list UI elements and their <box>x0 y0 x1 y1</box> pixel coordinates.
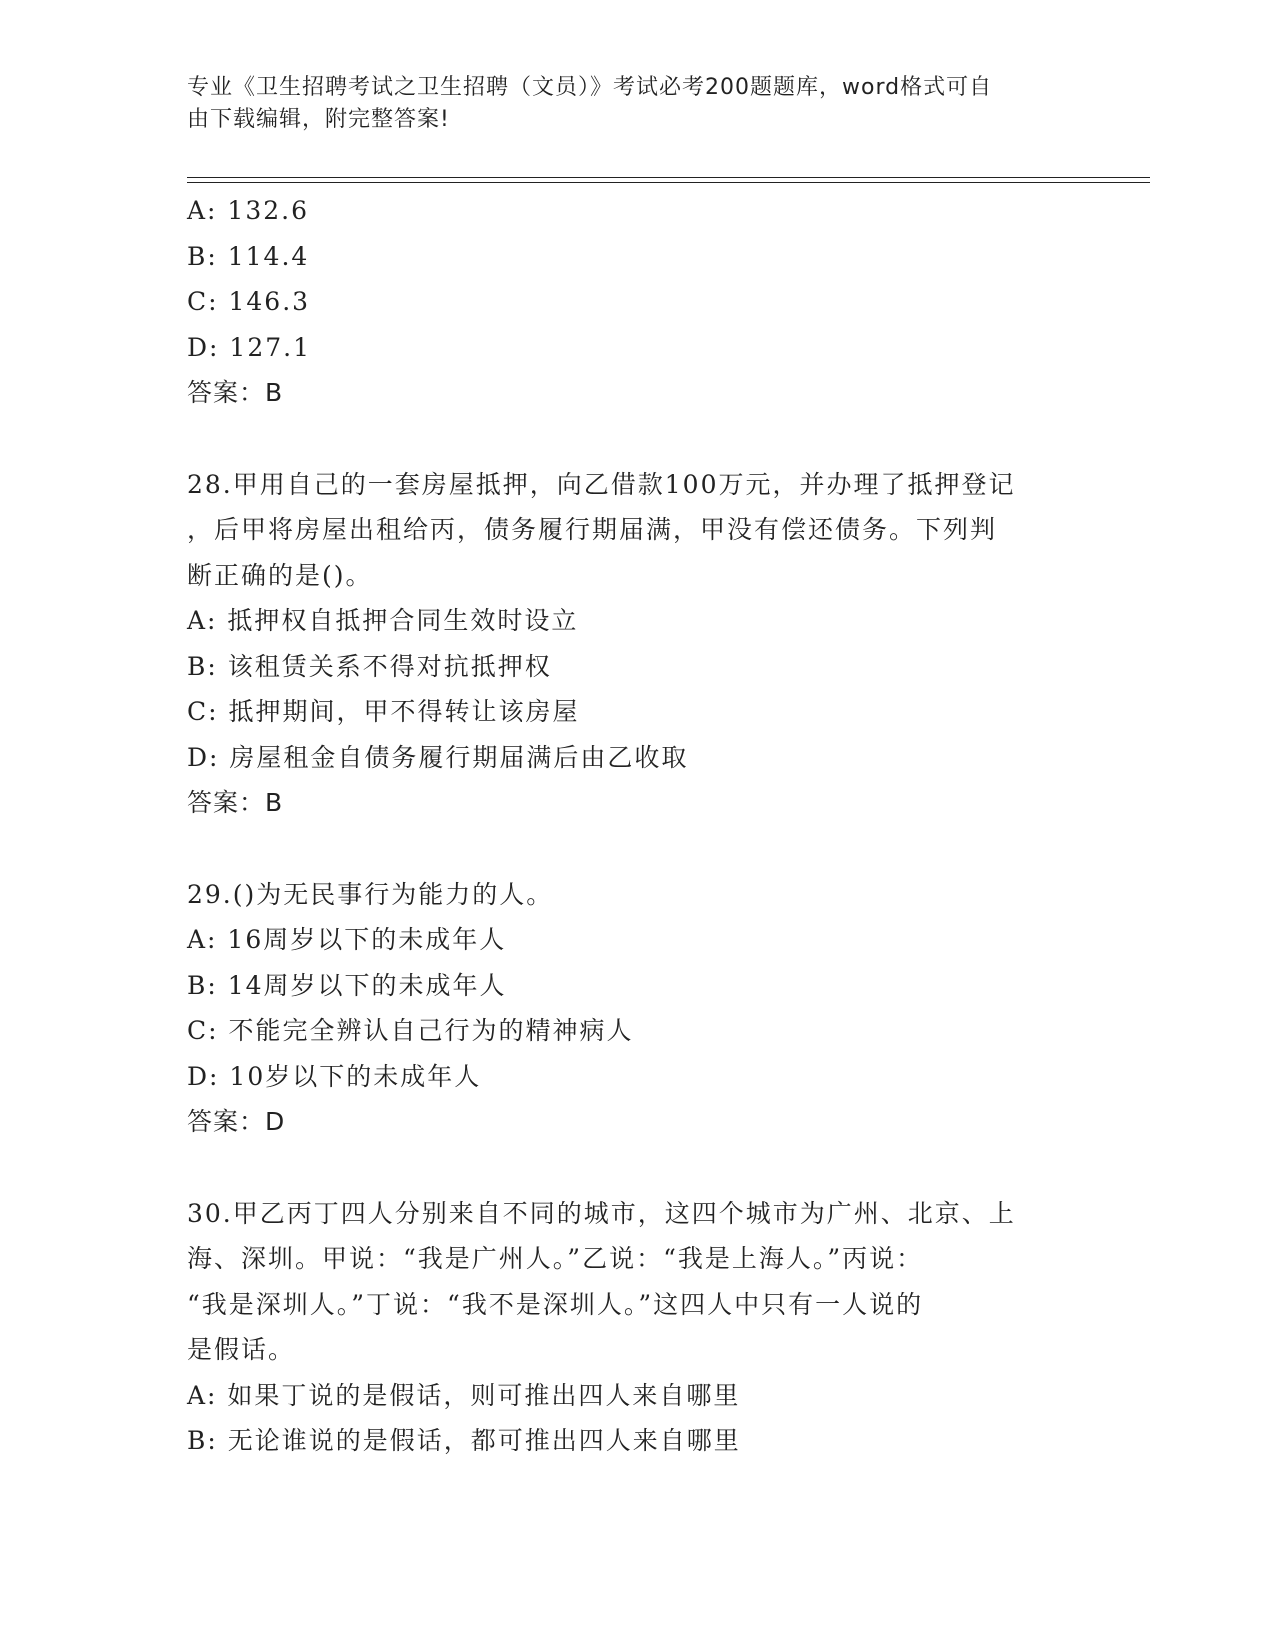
question-27 <box>187 188 1087 416</box>
question-stem-line: 是假话。 <box>187 1335 296 1364</box>
question-stem-line: 断正确的是()。 <box>187 560 373 590</box>
question-stem-line: 30.甲乙丙丁四人分别来自不同的城市，这四个城市为广州、北京、上 <box>187 1198 1016 1228</box>
answer: 答案：B <box>187 788 284 817</box>
option-c: C: 146.3 <box>187 287 311 316</box>
header-line-2: 由下载编辑，附完整答案! <box>187 107 450 132</box>
question-stem-line: 29.()为无民事行为能力的人。 <box>187 879 554 909</box>
question-stem-line: “我是深圳人。”丁说：“我不是深圳人。”这四人中只有一人说的 <box>187 1289 924 1319</box>
answer: 答案：B <box>187 378 284 407</box>
option-b: B: 114.4 <box>187 241 310 271</box>
option-d: D: 房屋租金自债务履行期届满后由乙收取 <box>187 742 689 772</box>
option-c: C: 不能完全辨认自己行为的精神病人 <box>187 1016 634 1045</box>
option-b: B: 无论谁说的是假话，都可推出四人来自哪里 <box>187 1426 741 1455</box>
question-content <box>187 188 1087 1464</box>
question-28 <box>187 462 1087 826</box>
question-30 <box>187 1191 1087 1464</box>
option-b: B: 14周岁以下的未成年人 <box>187 970 507 1000</box>
option-a: A: 如果丁说的是假话，则可推出四人来自哪里 <box>187 1380 741 1410</box>
document-header <box>187 72 1067 136</box>
option-a: A: 抵押权自抵押合同生效时设立 <box>187 606 579 635</box>
question-stem-line: ，后甲将房屋出租给丙，债务履行期届满，甲没有偿还债务。下列判 <box>187 515 998 544</box>
question-29 <box>187 872 1087 1145</box>
option-a: A: 16周岁以下的未成年人 <box>187 925 507 954</box>
header-rule-bottom <box>187 182 1150 183</box>
option-c: C: 抵押期间，甲不得转让该房屋 <box>187 697 580 726</box>
option-d: D: 10岁以下的未成年人 <box>187 1061 482 1091</box>
option-b: B: 该租赁关系不得对抗抵押权 <box>187 651 552 681</box>
option-a: A: 132.6 <box>187 196 309 225</box>
header-line-1: 专业《卫生招聘考试之卫生招聘（文员）》考试必考200题题库，word格式可自 <box>187 75 993 100</box>
question-stem-line: 28.甲用自己的一套房屋抵押，向乙借款100万元，并办理了抵押登记 <box>187 469 1016 499</box>
question-stem-line: 海、深圳。甲说：“我是广州人。”乙说：“我是上海人。”丙说： <box>187 1244 924 1273</box>
option-d: D: 127.1 <box>187 332 311 362</box>
answer: 答案：D <box>187 1107 286 1136</box>
header-rule-top <box>187 177 1150 178</box>
